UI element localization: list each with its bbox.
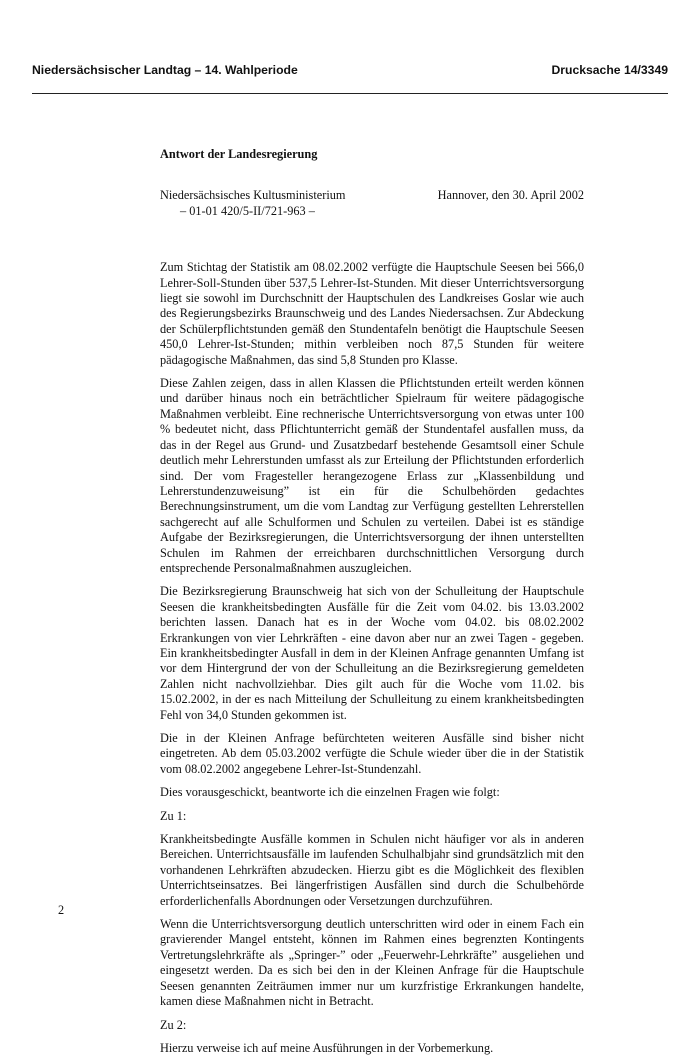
- reference-number: – 01-01 420/5-II/721-963 –: [180, 203, 315, 218]
- paragraph: Wenn die Unterrichtsversorgung deutlich unterschritten wird oder in einem Fach ein gravierender Mangel entsteht, können im Rahmen eines begrenzten Kontingents Vertretungslehrkräfte als „Springer-” oder „Feuerwehr-Lehrkräfte” ausgeliehen und eingesetzt werden. Da es sich bei den in der Kleinen Anfrage für die Hauptschule Seesen genannten Zeiträumen immer nur um kurzfristige Erkrankungen handelte, kamen diese Maßnahmen nicht in Betracht.: [160, 917, 584, 1009]
- paragraph: Diese Zahlen zeigen, dass in allen Klassen die Pflichtstunden erteilt werden können und darüber hinaus noch ein beträchtlicher Spielraum für weitere pädagogische Maßnahmen verbleibt. Eine rechnerische Unterrichtsversorgung von etwas unter 100 % bedeutet nicht, dass Pflichtunterricht gemäß der Stundentafel ausfallen muss, da das in der Regel aus Grund- und Zusatzbedarf bestehende Gesamtsoll einer Schule deutlich mehr Lehrerstunden umfasst als zur Erteilung der Pflichtstunden erforderlich sind. Der vom Fragesteller herangezogene Erlass zur „Klassenbildung und Lehrerstundenzuweisung” ist ein für die Schulbehörden gedachtes Berechnungsinstrument, um die vom Landtag zur Verfügung gestellten Lehrerstellen sachgerecht auf alle Schulformen und Schulen zu verteilen. Dabei ist es ständige Aufgabe der Bezirksregierungen, die Unterrichtsversorgung der ihnen unterstellten Schulen im Rahmen der erreichbaren durchschnittlichen Versorgung durch entsprechende Personalmaßnahmen auszugleichen.: [160, 376, 584, 575]
- paragraph: Hierzu verweise ich auf meine Ausführungen in der Vorbemerkung.: [160, 1040, 494, 1055]
- sender-line: [160, 188, 584, 203]
- document-body: [160, 147, 584, 1064]
- paragraph: Krankheitsbedingte Ausfälle kommen in Schulen nicht häufiger vor als in anderen Bereichen. Unterrichtsausfälle im laufenden Schulhalbjahr sind grundsätzlich mit den vorhandenen Lehrkräften abzudecken. Hierzu gibt es die Möglichkeit des flexiblen Unterrichtseinsatzes. Bei längerfristigen Ausfällen sind durch die Schulbehörde erforderlichenfalls Abordnungen oder Versetzungen durchzuführen.: [160, 832, 584, 908]
- header-rule: [32, 93, 668, 94]
- header-left: Niedersächsischer Landtag – 14. Wahlperiode: [32, 63, 298, 77]
- paragraph: Zum Stichtag der Statistik am 08.02.2002 verfügte die Hauptschule Seesen bei 566,0 Lehrer-Soll-Stunden über 537,5 Lehrer-Ist-Stunden. Mit dieser Unterrichtsversorgung liegt sie sowohl im Durchschnitt der Hauptschulen des Landkreises Goslar wie auch des Regierungsbezirks Braunschweig und des Landes Niedersachsen. Zur Abdeckung der Schülerpflichtstunden gemäß den Stundentafeln benötigt die Hauptschule Seesen 450,0 Lehrer-Ist-Stunden; mithin verbleiben noch 87,5 Stunden für weitere pädagogische Maßnahmen, das sind 5,8 Stunden pro Klasse.: [160, 260, 584, 367]
- page-header: [32, 63, 668, 77]
- page-number: 2: [58, 903, 65, 917]
- place-date: Hannover, den 30. April 2002: [437, 188, 584, 203]
- section-title: Antwort der Landesregierung: [160, 147, 318, 161]
- paragraph: Die in der Kleinen Anfrage befürchteten weiteren Ausfälle sind bisher nicht eingetreten. Ab dem 05.03.2002 verfügte die Schule wieder über die in der Statistik vom 08.02.2002 angegebene Lehrer-Ist-Stundenzahl.: [160, 731, 584, 776]
- paragraph: Die Bezirksregierung Braunschweig hat sich von der Schulleitung der Hauptschule Seesen die krankheitsbedingten Ausfälle für die Zeit vom 04.02. bis 13.03.2002 berichten lassen. Danach hat es in der Woche vom 04.02. bis 08.02.2002 Erkrankungen von vier Lehrkräften - eine davon aber nur an zwei Tagen - gegeben. Ein krankheitsbedingter Ausfall in dem in der Kleinen Anfrage genannten Umfang ist vor dem Hintergrund der von der Schulleitung an die Bezirksregierung gemeldeten Zahlen nicht nachvollziehbar. Dies gilt auch für die Woche vom 11.02. bis 15.02.2002, in der es nach Mitteilung der Schulleitung zu einem krankheitsbedingten Fehl von 34,0 Stunden gekommen ist.: [160, 584, 584, 722]
- header-right: Drucksache 14/3349: [551, 63, 668, 77]
- ministry-name: Niedersächsisches Kultusministerium: [160, 188, 346, 203]
- question-heading: Zu 2:: [160, 1017, 187, 1032]
- question-heading: Zu 1:: [160, 808, 187, 823]
- paragraph: Dies vorausgeschickt, beantworte ich die einzelnen Fragen wie folgt:: [160, 785, 500, 800]
